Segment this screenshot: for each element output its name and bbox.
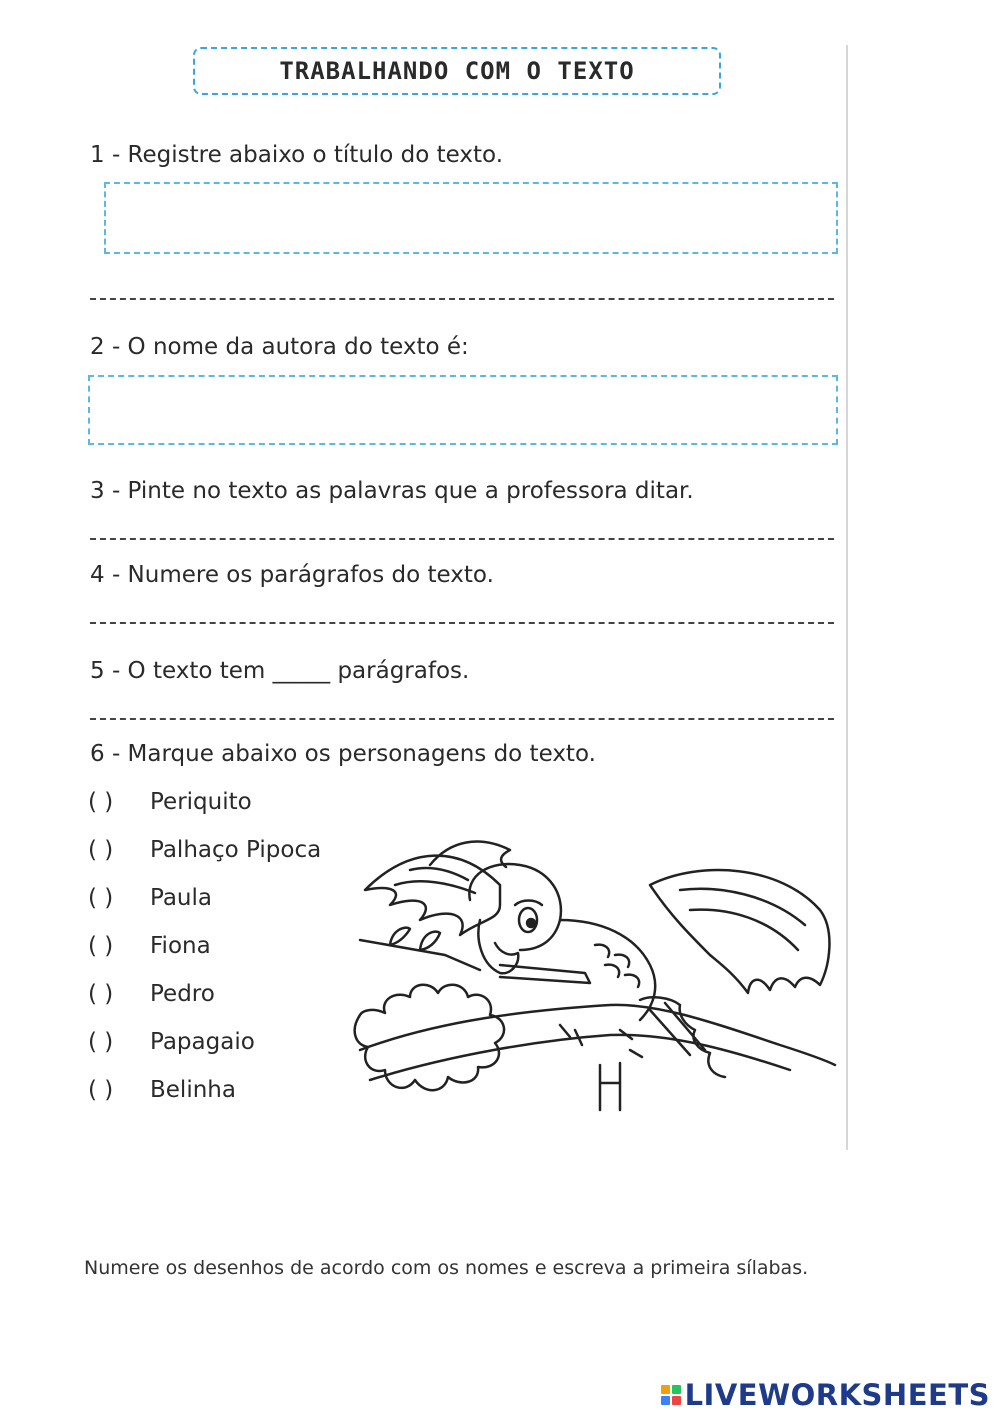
parrot-illustration — [350, 825, 840, 1120]
page-border-line — [846, 45, 848, 1150]
answer-box-author[interactable] — [88, 375, 838, 445]
question-1: 1 - Registre abaixo o título do texto. — [90, 142, 504, 168]
checkbox-paren[interactable]: ( ) — [88, 981, 114, 1007]
question-2: 2 - O nome da autora do texto é: — [90, 334, 469, 360]
option-label: Belinha — [150, 1077, 236, 1103]
divider-line — [90, 538, 834, 540]
option-label: Periquito — [150, 789, 252, 815]
question-3: 3 - Pinte no texto as palavras que a professora ditar. — [90, 478, 694, 504]
question-5 — [90, 658, 469, 684]
checkbox-paren[interactable]: ( ) — [88, 885, 114, 911]
option-label: Paula — [150, 885, 212, 911]
option-label: Pedro — [150, 981, 215, 1007]
option-item[interactable] — [88, 885, 212, 911]
option-item[interactable] — [88, 1029, 255, 1055]
question-6: 6 - Marque abaixo os personagens do texto. — [90, 741, 596, 767]
option-item[interactable] — [88, 837, 321, 863]
option-label: Fiona — [150, 933, 211, 959]
checkbox-paren[interactable]: ( ) — [88, 789, 114, 815]
brand-name: LIVEWORKSHEETS — [684, 1378, 990, 1412]
brand-logo-icon — [661, 1385, 681, 1405]
option-label: Papagaio — [150, 1029, 255, 1055]
option-label: Palhaço Pipoca — [150, 837, 322, 863]
foliage — [355, 985, 504, 1090]
paragraph-count-blank[interactable]: _____ — [272, 658, 331, 684]
title-box — [193, 47, 721, 95]
option-item[interactable] — [88, 933, 211, 959]
checkbox-paren[interactable]: ( ) — [88, 837, 114, 863]
question-5-text-before: 5 - O texto tem — [90, 658, 273, 684]
instruction-note: Numere os desenhos de acordo com os nomes e escreva a primeira sílabas. — [84, 1257, 809, 1279]
answer-box-title[interactable] — [104, 182, 838, 254]
option-item[interactable] — [88, 1077, 236, 1103]
liveworksheets-logo — [661, 1378, 990, 1412]
question-5-text-after: parágrafos. — [330, 658, 470, 684]
divider-line — [90, 298, 834, 300]
checkbox-paren[interactable]: ( ) — [88, 933, 114, 959]
worksheet-title: TRABALHANDO COM O TEXTO — [279, 57, 635, 85]
divider-line — [90, 622, 834, 624]
divider-line — [90, 718, 834, 720]
parrot-head — [469, 864, 561, 950]
option-item[interactable] — [88, 789, 252, 815]
parrot-right-wing — [650, 870, 829, 993]
option-item[interactable] — [88, 981, 215, 1007]
checkbox-paren[interactable]: ( ) — [88, 1077, 114, 1103]
question-4: 4 - Numere os parágrafos do texto. — [90, 562, 494, 588]
checkbox-paren[interactable]: ( ) — [88, 1029, 114, 1055]
